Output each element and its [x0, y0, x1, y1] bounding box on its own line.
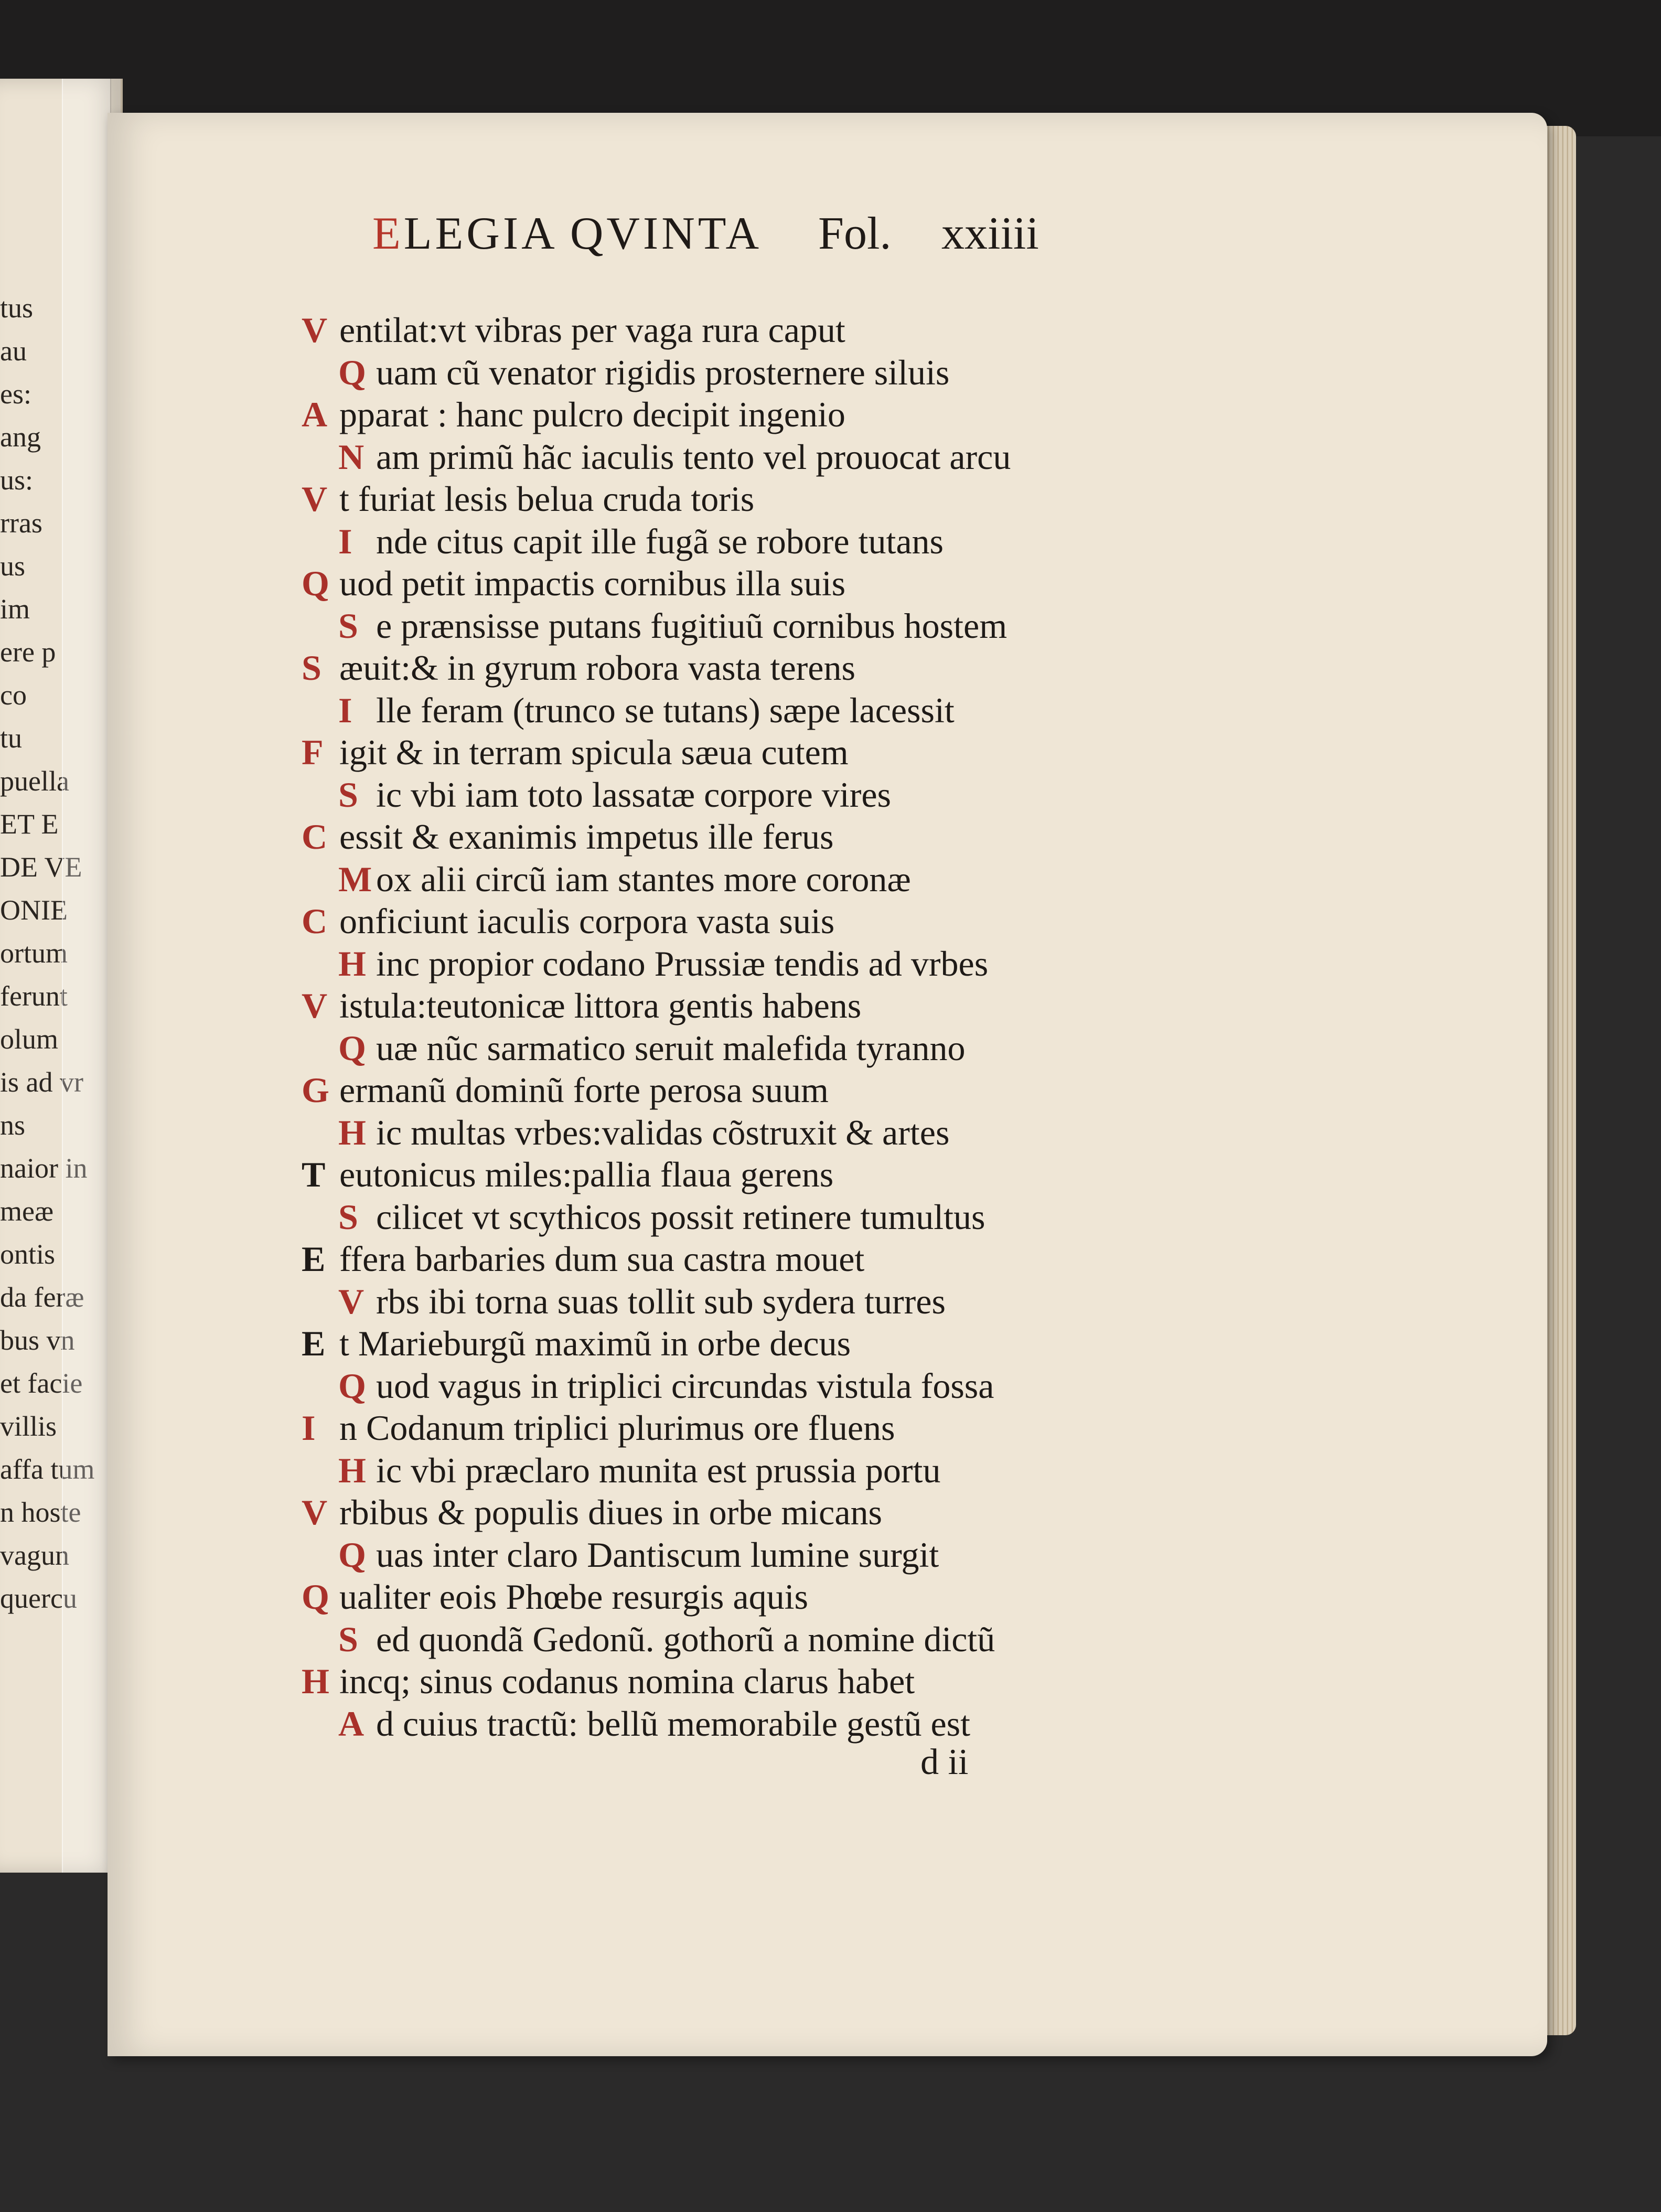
verse-line [302, 734, 849, 770]
verse-text: ed quondã Gedonũ. gothorũ a nomine dictũ [376, 1619, 995, 1659]
verse-initial: Q [302, 563, 329, 603]
verse-initial: N [338, 436, 365, 477]
verse-initial: G [302, 1070, 329, 1110]
verse-initial: H [338, 1112, 366, 1152]
verse-initial: V [302, 479, 328, 519]
verse-initial: S [338, 605, 358, 646]
verse-line [338, 352, 950, 392]
facing-page-fragment: au [0, 335, 27, 367]
facing-page-fragment: ang [0, 421, 41, 453]
verse-line [338, 861, 911, 897]
verse-text: uod vagus in triplici circundas vistula fossa [376, 1365, 994, 1406]
verse-initial: Q [338, 1534, 366, 1575]
verse-text: istula:teutonicæ littora gentis habens [339, 986, 862, 1025]
verse-initial: M [338, 859, 372, 899]
verse-line [338, 1452, 940, 1488]
verse-text: n Codanum triplici plurimus ore fluens [339, 1408, 895, 1448]
verse-initial: S [338, 1196, 358, 1237]
verse-text: rbs ibi torna suas tollit sub sydera turres [376, 1281, 946, 1321]
verse-initial: F [302, 732, 324, 772]
header-title [372, 207, 762, 260]
verse-line [302, 817, 834, 857]
verse-line [338, 943, 989, 984]
facing-page-fragment: et facie [0, 1367, 83, 1399]
verse-initial: V [302, 310, 328, 350]
verse-text: ualiter eois Phœbe resurgis aquis [339, 1577, 808, 1617]
verse-initial: H [302, 1661, 329, 1701]
verse-text: æuit:& in gyrum robora vasta terens [339, 648, 855, 688]
verse-text: igit & in terram spicula sæua cutem [339, 732, 849, 772]
facing-page-fragment: ontis [0, 1238, 56, 1270]
header-title-initial: E [372, 208, 404, 259]
facing-page-fragment: quercu [0, 1583, 77, 1614]
signature-mark: d ii [920, 1742, 969, 1782]
verse-line [302, 394, 845, 434]
facing-page-fragment: us [0, 550, 26, 582]
verse-line [338, 1281, 946, 1321]
verse-initial: V [302, 986, 328, 1025]
verse-initial: H [338, 943, 366, 984]
verse-text: incq; sinus codanus nomina clarus habet [339, 1661, 915, 1701]
facing-page-fragment: ns [0, 1109, 26, 1141]
facing-page-fragment: rras [0, 507, 42, 539]
facing-page-fragment: affa tum [0, 1454, 95, 1485]
verse-line [302, 1663, 915, 1699]
facing-page-fragment: vagun [0, 1540, 69, 1571]
verse-line [302, 903, 834, 939]
facing-page-fragment: tu [0, 722, 23, 754]
verse-text: t Marieburgũ maximũ in orbe decus [339, 1323, 851, 1363]
verse-initial: A [338, 1703, 365, 1744]
verse-line [302, 988, 861, 1023]
facing-page-fragment: ET E [0, 808, 59, 840]
verse-text: nde citus capit ille fugã se robore tutans [376, 521, 944, 561]
verse-line [338, 523, 944, 559]
header-title-rest: LEGIA QVINTA [403, 208, 763, 259]
facing-page-fragment: us: [0, 464, 34, 496]
verse-initial: S [338, 774, 358, 815]
facing-page-fragment: tus [0, 292, 34, 324]
verse-text: e prænsisse putans fugitiuũ cornibus hostem [376, 605, 1008, 646]
verse-text: am primũ hãc iaculis tento vel prouocat arcu [376, 436, 1011, 477]
verse-line [302, 312, 845, 348]
facing-page-fragment: im [0, 593, 30, 625]
facing-page-fragment: meæ [0, 1195, 53, 1227]
facing-page-fragment: es: [0, 378, 31, 410]
verse-initial: C [302, 817, 328, 857]
facing-page-fragment: naior in [0, 1152, 88, 1184]
verse-text: lle feram (trunco se tutans) sæpe lacessit [376, 690, 955, 730]
verse-line [302, 481, 754, 517]
verse-initial: I [338, 521, 352, 561]
verse-text: uæ nũc sarmatico seruit malefida tyranno [376, 1028, 966, 1068]
verse-initial: E [302, 1239, 326, 1279]
verse-line [302, 1494, 882, 1530]
verse-line [338, 1365, 994, 1406]
verse-line [338, 692, 955, 728]
verse-line [302, 1157, 833, 1192]
page-edges [1545, 126, 1576, 2035]
verse-initial: S [302, 648, 322, 688]
verse-text: entilat:vt vibras per vaga rura caput [339, 310, 845, 350]
verse-line [302, 1072, 829, 1108]
verse-text: uod petit impactis cornibus illa suis [339, 563, 846, 603]
verse-line [338, 605, 1008, 646]
verse-text: ffera barbaries dum sua castra mouet [339, 1239, 865, 1279]
facing-page-fragment: DE VE [0, 851, 82, 883]
verse-initial: S [338, 1619, 358, 1659]
facing-page-fragment: olum [0, 1023, 59, 1055]
facing-page-fragment: ere p [0, 636, 56, 668]
verse-line [302, 565, 845, 601]
facing-page-fragment: da feræ [0, 1281, 84, 1313]
verse-text: ic vbi præclaro munita est prussia portu [376, 1450, 941, 1490]
facing-page-fragment: co [0, 679, 27, 711]
verse-line [338, 436, 1011, 477]
verse-text: cilicet vt scythicos possit retinere tumultus [376, 1196, 985, 1237]
verse-text: t furiat lesis belua cruda toris [339, 479, 755, 519]
verse-initial: H [338, 1450, 366, 1490]
verse-line [302, 650, 855, 686]
verse-text: ic vbi iam toto lassatæ corpore vires [376, 774, 891, 815]
facing-page-fragment: ferunt [0, 980, 68, 1012]
verse-text: pparat : hanc pulcro decipit ingenio [339, 394, 845, 434]
verse-text: ox alii circũ iam stantes more coronæ [376, 859, 911, 899]
verse-text: ermanũ dominũ forte perosa suum [339, 1070, 829, 1110]
header-fol: Fol. [818, 208, 892, 259]
verse-text: uam cũ venator rigidis prosternere siluis [376, 352, 950, 392]
verse-line [338, 1196, 985, 1237]
verse-line [302, 1323, 851, 1363]
verse-initial: Q [338, 1028, 366, 1068]
verse-line [338, 1534, 939, 1575]
verse-initial: I [302, 1408, 316, 1448]
verse-text: ic multas vrbes:validas cõstruxit & artes [376, 1112, 950, 1152]
verse-line [338, 1030, 966, 1066]
facing-page-fragment: is ad vr [0, 1066, 83, 1098]
verse-text: d cuius tractũ: bellũ memorabile gestũ est [376, 1703, 971, 1744]
verse-text: essit & exanimis impetus ille ferus [339, 817, 834, 857]
page-clip [62, 79, 111, 1873]
verse-initial: E [302, 1323, 326, 1363]
verse-line [302, 1241, 864, 1277]
verse-initial: C [302, 901, 328, 941]
verse-line [302, 1579, 808, 1615]
folio-number: xxiiii [941, 208, 1039, 259]
verse-initial: T [302, 1155, 326, 1194]
facing-page-fragment: villis [0, 1410, 57, 1442]
facing-page-fragment: n hoste [0, 1497, 81, 1528]
verse-text: eutonicus miles:pallia flaua gerens [339, 1155, 834, 1194]
facing-page-fragment: ortum [0, 937, 68, 969]
facing-page-fragment: puella [0, 765, 69, 797]
verse-line [338, 1621, 995, 1657]
facing-page-fragment: ONIE [0, 894, 68, 926]
verse-initial: Q [338, 1365, 366, 1406]
verse-line [338, 1112, 950, 1152]
verse-line [302, 1410, 895, 1446]
verse-text: uas inter claro Dantiscum lumine surgit [376, 1534, 939, 1575]
verse-initial: Q [302, 1577, 329, 1617]
verse-text: rbibus & populis diues in orbe micans [339, 1492, 883, 1532]
facing-page-fragment: bus vn [0, 1324, 75, 1356]
verse-text: inc propior codano Prussiæ tendis ad vrbes [376, 943, 989, 984]
verse-text: onficiunt iaculis corpora vasta suis [339, 901, 835, 941]
verse-initial: I [338, 690, 352, 730]
verse-initial: A [302, 394, 328, 434]
verse-initial: Q [338, 352, 366, 392]
verse-initial: V [338, 1281, 365, 1321]
verse-line [338, 1703, 971, 1744]
running-header [372, 207, 1039, 270]
verse-line [338, 774, 891, 815]
verse-initial: V [302, 1492, 328, 1532]
